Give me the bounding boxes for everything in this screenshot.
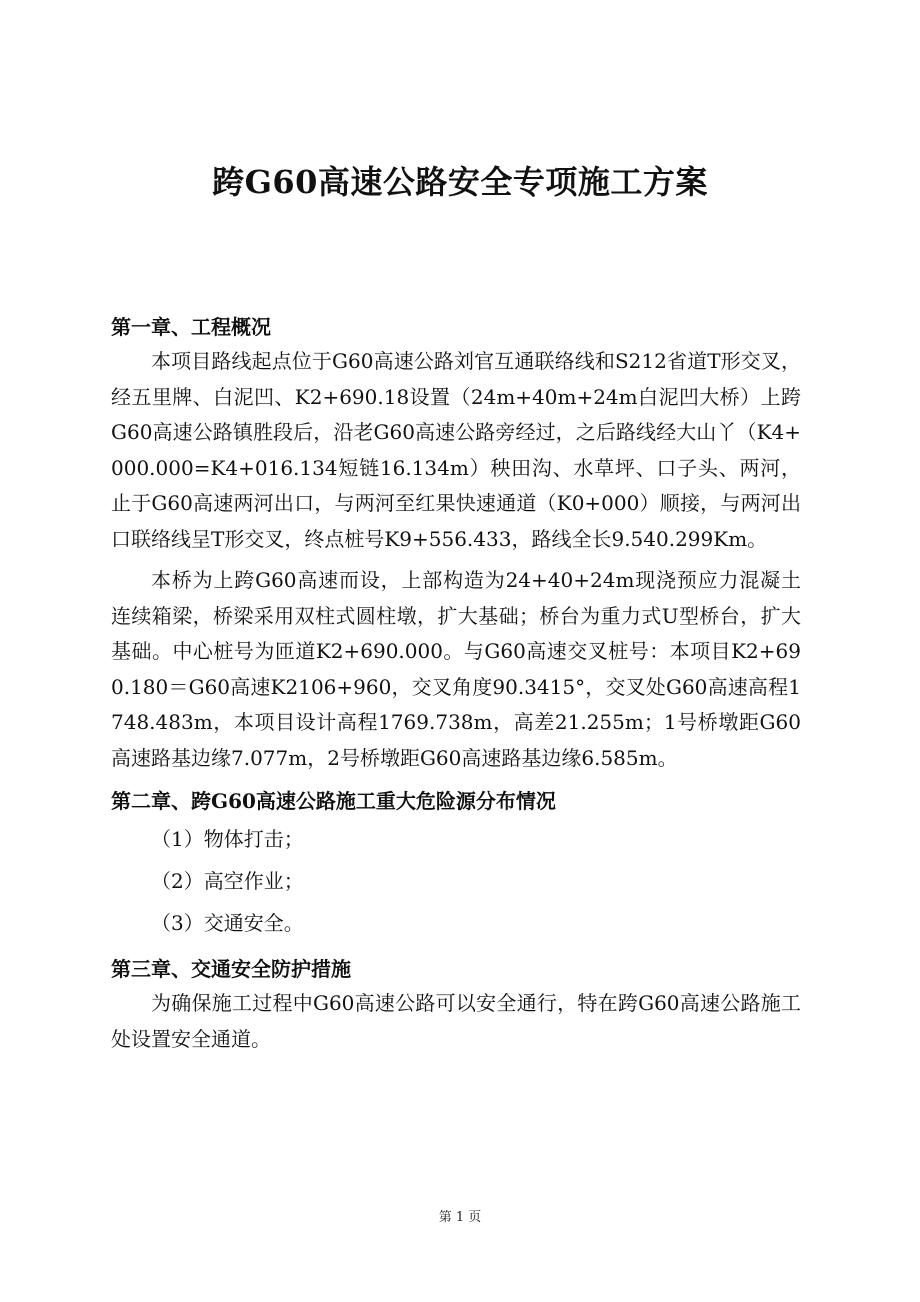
section-heading: 第二章、跨G60高速公路施工重大危险源分布情况 xyxy=(111,789,556,813)
section-paragraph: 本桥为上跨G60高速而设，上部构造为24+40+24m现浇预应力混凝土连续箱梁，桥梁采用双柱式圆柱墩，扩大基础；桥台为重力式U型桥台，扩大基础。中心桩号为匝道K2+690.000。与G60高速交叉桩号：本项目K2+690.180＝G60高速K2106+960，交叉角度90.3415°，交叉处G60高速高程1748.483m，本项目设计高程1769.738m，高差21.255m；1号桥墩距G60高速路基边缘7.077m，2号桥墩距G60高速路基边缘6.585m。 xyxy=(111,568,801,770)
page-number: 第 1 页 xyxy=(438,1210,482,1225)
document-body xyxy=(111,310,801,1057)
section-paragraph: 为确保施工过程中G60高速公路可以安全通行，特在跨G60高速公路施工处设置安全通道。 xyxy=(111,991,801,1051)
list-item: （3）交通安全。 xyxy=(151,911,304,935)
section-heading: 第三章、交通安全防护措施 xyxy=(111,957,351,981)
list-item: （2）高空作业； xyxy=(151,869,304,893)
section-3 xyxy=(111,952,801,1057)
section-2 xyxy=(111,784,801,944)
list-item: （1）物体打击； xyxy=(151,827,304,851)
section-heading: 第一章、工程概况 xyxy=(111,315,271,339)
section-1 xyxy=(111,310,801,776)
section-paragraph: 本项目路线起点位于G60高速公路刘官互通联络线和S212省道T形交叉，经五里牌、白泥凹、K2+690.18设置（24m+40m+24m白泥凹大桥）上跨G60高速公路镇胜段后，沿老G60高速公路旁经过，之后路线经大山丫（K4+000.000=K4+016.134短链16.134m）秧田沟、水草坪、口子头、两河，止于G60高速两河出口，与两河至红果快速通道（K0+000）顺接，与两河出口联络线呈T形交叉，终点桩号K9+556.433，路线全长9.540.299Km。 xyxy=(111,349,801,551)
document-title: 跨G60高速公路安全专项施工方案 xyxy=(212,163,708,201)
